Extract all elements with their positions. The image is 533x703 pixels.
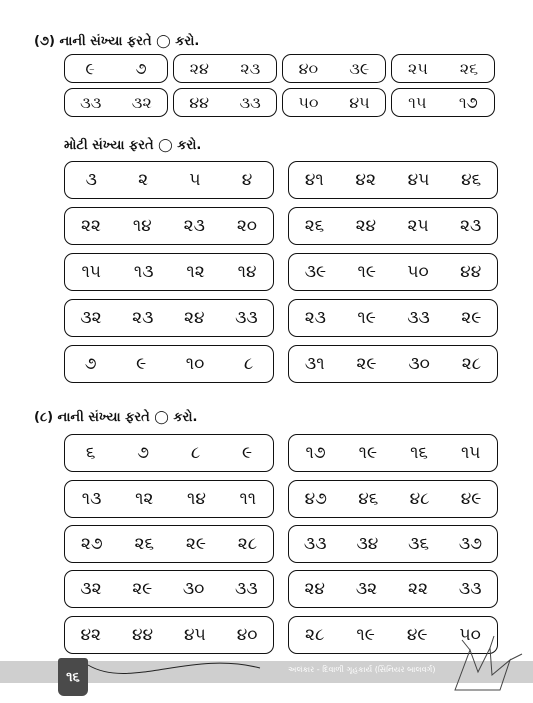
footer-caption-text: અલંકાર - દિવાળી ગૃહકાર્ય (સિનિયર બાલવર્ગ) [288, 665, 436, 674]
number-row-box [288, 525, 498, 563]
section-big-heading-text: મોટી સંખ્યા ફરતે ◯ કરો. [64, 138, 202, 153]
number-cell[interactable]: ૩૭ [458, 534, 483, 554]
number-row-box [64, 480, 274, 518]
number-cell[interactable]: ૯ [85, 58, 95, 78]
number-cell[interactable]: ૯ [242, 443, 253, 463]
number-pair-box [282, 54, 386, 83]
number-cell[interactable]: ૨૫ [407, 58, 428, 78]
number-cell[interactable]: ૩૯ [304, 262, 327, 282]
number-row-box [288, 480, 498, 518]
page-number: ૧૬ [66, 669, 80, 685]
number-cell[interactable]: ૪૨ [355, 170, 376, 190]
number-pair-box [282, 88, 386, 117]
number-cell[interactable]: ૧૩ [133, 262, 154, 282]
number-cell[interactable]: ૨૭ [80, 534, 103, 554]
number-cell[interactable]: ૨૪ [183, 308, 205, 328]
number-cell[interactable]: ૨૮ [237, 534, 258, 554]
number-cell[interactable]: ૨૩ [183, 216, 205, 236]
number-cell[interactable]: ૧૯ [358, 443, 378, 463]
number-cell[interactable]: ૨૩ [132, 308, 154, 328]
number-cell[interactable]: ૫૦ [407, 262, 429, 282]
number-cell[interactable]: ૩૩ [235, 308, 258, 328]
number-cell[interactable]: ૩૨ [355, 579, 378, 599]
number-cell[interactable]: ૧૧ [239, 489, 257, 509]
number-cell[interactable]: ૫ [189, 170, 201, 190]
footer-caption [288, 665, 436, 675]
number-cell[interactable]: ૨૬ [134, 534, 155, 554]
number-pair-box [64, 88, 168, 117]
number-cell[interactable]: ૩૩ [235, 579, 258, 599]
number-pair-box [64, 54, 168, 83]
number-cell[interactable]: ૨૯ [461, 308, 482, 328]
number-cell[interactable]: ૩૧ [304, 354, 325, 374]
number-cell[interactable]: ૩૨ [131, 92, 152, 112]
number-row-box [288, 616, 498, 654]
number-cell[interactable]: ૫૦ [459, 625, 481, 645]
number-row-box [288, 434, 498, 472]
number-cell[interactable]: ૩૯ [349, 58, 370, 78]
section-7-heading [34, 34, 199, 49]
number-cell[interactable]: ૭ [84, 354, 97, 374]
number-cell[interactable]: ૨૬ [459, 58, 479, 78]
number-pair-box [391, 54, 495, 83]
number-cell[interactable]: ૪૫ [407, 170, 430, 190]
number-cell[interactable]: ૧૪ [186, 489, 206, 509]
number-cell[interactable]: ૨૩ [460, 216, 482, 236]
number-cell[interactable]: ૩૩ [458, 579, 482, 599]
number-pair-box [173, 88, 277, 117]
number-cell[interactable]: ૩૩ [303, 534, 327, 554]
number-cell[interactable]: ૯ [136, 354, 147, 374]
number-row-box [288, 299, 498, 337]
number-cell[interactable]: ૨૪ [189, 58, 209, 78]
number-cell[interactable]: ૬ [85, 443, 96, 463]
number-cell[interactable]: ૧૯ [357, 308, 376, 328]
number-cell[interactable]: ૧૪ [237, 262, 257, 282]
number-pair-box [391, 88, 495, 117]
number-cell[interactable]: ૨૮ [461, 354, 482, 374]
number-cell[interactable]: ૧૯ [356, 625, 375, 645]
number-cell[interactable]: ૨૬ [304, 216, 325, 236]
section-8-heading [34, 410, 197, 425]
number-cell[interactable]: ૨૨ [408, 579, 428, 599]
number-cell[interactable]: ૩૪ [356, 534, 379, 554]
number-row-box [288, 345, 498, 383]
number-cell[interactable]: ૩૨ [80, 579, 102, 599]
number-cell[interactable]: ૪૧ [304, 170, 324, 190]
number-cell[interactable]: ૧૫ [460, 443, 481, 463]
number-cell[interactable]: ૨ [138, 170, 149, 190]
number-cell[interactable]: ૨૪ [355, 216, 377, 236]
number-row-box [64, 253, 274, 291]
number-cell[interactable]: ૪૨ [80, 625, 102, 645]
number-cell[interactable]: ૨૯ [356, 354, 377, 374]
number-row-box [288, 570, 498, 608]
number-row-box [64, 299, 274, 337]
number-cell[interactable]: ૩ [85, 170, 97, 190]
number-cell[interactable]: ૪૬ [461, 170, 482, 190]
number-cell[interactable]: ૮ [190, 443, 201, 463]
number-cell[interactable]: ૧૨ [186, 262, 205, 282]
number-row-box [64, 434, 274, 472]
section-big-heading [64, 138, 201, 153]
number-cell[interactable]: ૧૦ [185, 354, 205, 374]
number-row-box [64, 525, 274, 563]
number-cell[interactable]: ૩૩ [239, 92, 261, 112]
number-cell[interactable]: ૧૨ [135, 489, 154, 509]
number-cell[interactable]: ૩૨ [80, 308, 102, 328]
number-cell[interactable]: ૪૭ [304, 489, 327, 509]
number-row-box [64, 616, 274, 654]
number-cell[interactable]: ૩૩ [407, 308, 430, 328]
number-row-box [64, 207, 274, 245]
number-cell[interactable]: ૩૦ [182, 579, 205, 599]
number-cell[interactable]: ૭ [135, 58, 147, 78]
number-cell[interactable]: ૭ [137, 443, 150, 463]
number-cell[interactable]: ૨૩ [240, 58, 261, 78]
number-row-box [64, 161, 274, 199]
number-cell[interactable]: ૪૪ [131, 625, 154, 645]
number-cell[interactable]: ૪૦ [236, 625, 258, 645]
number-cell[interactable]: ૧૬ [410, 443, 428, 463]
number-cell[interactable]: ૨૩ [304, 308, 326, 328]
number-cell[interactable]: ૪૦ [298, 58, 319, 78]
number-cell[interactable]: ૧૪ [132, 216, 152, 236]
number-cell[interactable]: ૮ [243, 354, 254, 374]
number-row-box [64, 570, 274, 608]
number-cell[interactable]: ૨૯ [185, 534, 206, 554]
number-cell[interactable]: ૨૫ [407, 216, 429, 236]
number-cell[interactable]: ૨૨ [80, 216, 101, 236]
number-cell[interactable]: ૧૭ [458, 92, 478, 112]
number-cell[interactable]: ૧૫ [81, 262, 101, 282]
number-cell[interactable]: ૪૪ [189, 92, 210, 112]
section-7-heading-text: (૭) નાની સંખ્યા ફરતે ◯ કરો. [34, 34, 200, 49]
number-cell[interactable]: ૫૦ [298, 92, 319, 112]
number-cell[interactable]: ૨૮ [305, 625, 325, 645]
number-pair-box [173, 54, 277, 83]
number-row-box [64, 345, 274, 383]
number-cell[interactable]: ૩૬ [408, 534, 430, 554]
number-cell[interactable]: ૪ [241, 170, 253, 190]
number-cell[interactable]: ૩૩ [80, 92, 102, 112]
number-cell[interactable]: ૪૯ [406, 625, 428, 645]
number-cell[interactable]: ૧૭ [305, 443, 326, 463]
number-row-box [288, 207, 498, 245]
number-cell[interactable]: ૨૯ [132, 579, 153, 599]
number-cell[interactable]: ૪૮ [409, 489, 430, 509]
number-cell[interactable]: ૨૪ [304, 579, 325, 599]
number-cell[interactable]: ૧૩ [81, 489, 102, 509]
number-cell[interactable]: ૪૫ [349, 92, 370, 112]
number-cell[interactable]: ૧૯ [357, 262, 376, 282]
number-cell[interactable]: ૪૯ [460, 489, 482, 509]
number-cell[interactable]: ૩૦ [408, 354, 430, 374]
number-cell[interactable]: ૪૬ [358, 489, 379, 509]
number-cell[interactable]: ૪૪ [460, 262, 482, 282]
number-row-box [288, 161, 498, 199]
number-cell[interactable]: ૪૫ [184, 625, 206, 645]
page-number-badge [58, 658, 88, 696]
number-row-box [288, 253, 498, 291]
number-cell[interactable]: ૨૦ [236, 216, 258, 236]
section-8-heading-text: (૮) નાની સંખ્યા ફરતે ◯ કરો. [34, 410, 198, 425]
number-cell[interactable]: ૧૫ [408, 92, 427, 112]
